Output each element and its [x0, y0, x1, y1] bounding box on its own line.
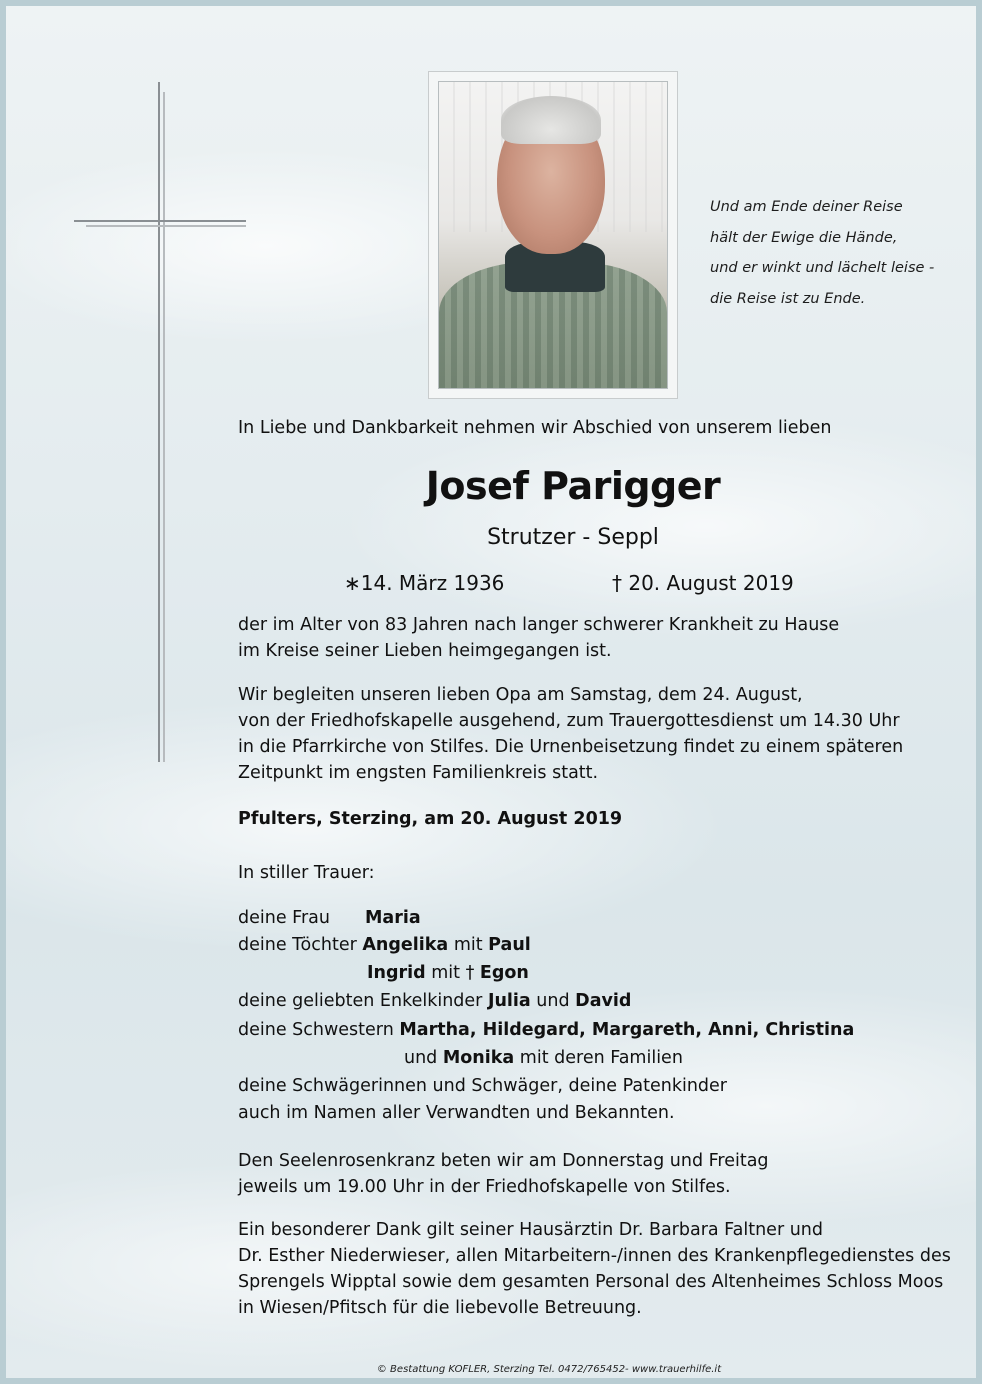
- text-line: Zeitpunkt im engsten Familienkreis statt.: [238, 763, 599, 783]
- mourning-heading: In stiller Trauer:: [238, 863, 375, 883]
- text-line: Ein besonderer Dank gilt seiner Hausärztin Dr. Barbara Faltner und: [238, 1220, 823, 1240]
- family-line-sisters: [238, 1016, 854, 1044]
- sister-name: Monika: [442, 1048, 515, 1068]
- connector-text: und: [536, 991, 570, 1011]
- poem-line: Und am Ende deiner Reise: [710, 199, 903, 215]
- poem: [710, 192, 960, 314]
- deceased-name: Josef Parigger: [425, 464, 721, 508]
- paragraph-passing: [238, 612, 839, 664]
- family-line-inlaws: deine Schwägerinnen und Schwäger, deine Patenkinder: [238, 1076, 727, 1096]
- family-line-daughters: [238, 931, 531, 959]
- text-line: der im Alter von 83 Jahren nach langer schwerer Krankheit zu Hause: [238, 615, 840, 635]
- connector-text: mit: [453, 935, 483, 955]
- partner-name: Egon: [479, 963, 529, 983]
- family-label: deine Schwestern: [238, 1020, 394, 1040]
- connector-text: und: [404, 1048, 438, 1068]
- text-line: Wir begleiten unseren lieben Opa am Samstag, dem 24. August,: [238, 685, 803, 705]
- text-line: in die Pfarrkirche von Stilfes. Die Urnenbeisetzung findet zu einem späteren: [238, 737, 904, 757]
- paragraph-rosary: [238, 1148, 769, 1200]
- daughter-name: Angelika: [362, 935, 449, 955]
- paragraph-thanks: [238, 1217, 951, 1321]
- partner-name: Paul: [488, 935, 531, 955]
- family-line-daughter2: [367, 959, 529, 987]
- family-label: deine geliebten Enkelkinder: [238, 991, 483, 1011]
- death-date: † 20. August 2019: [612, 571, 794, 595]
- portrait-frame: [428, 71, 678, 399]
- text-line: im Kreise seiner Lieben heimgegangen ist.: [238, 641, 612, 661]
- poem-line: die Reise ist zu Ende.: [710, 290, 866, 307]
- family-line-relatives: auch im Namen aller Verwandten und Bekannten.: [238, 1103, 675, 1123]
- portrait-photo: [438, 81, 668, 389]
- family-line-wife: [238, 904, 330, 932]
- family-line-sister-last: [404, 1044, 683, 1072]
- poem-line: und er winkt und lächelt leise -: [710, 260, 935, 276]
- text-line: in Wiesen/Pfitsch für die liebevolle Betreuung.: [238, 1298, 642, 1318]
- text-line: Dr. Esther Niederwieser, allen Mitarbeitern-/innen des Krankenpflegedienstes des: [238, 1246, 951, 1266]
- birth-date: ∗14. März 1936: [344, 571, 505, 595]
- grandchild-name: David: [575, 991, 632, 1011]
- cross-icon: [74, 82, 246, 762]
- wife-name: Maria: [365, 908, 421, 928]
- daughter-name: Ingrid: [367, 963, 426, 983]
- text-line: Sprengels Wipptal sowie dem gesamten Personal des Altenheimes Schloss Moos: [238, 1272, 944, 1292]
- text-line: jeweils um 19.00 Uhr in der Friedhofskapelle von Stilfes.: [238, 1177, 731, 1197]
- text-line: von der Friedhofskapelle ausgehend, zum Trauergottesdienst um 14.30 Uhr: [238, 711, 900, 731]
- text-line: Den Seelenrosenkranz beten wir am Donnerstag und Freitag: [238, 1151, 769, 1171]
- poem-line: hält der Ewige die Hände,: [710, 229, 898, 246]
- sister-names: Martha, Hildegard, Margareth, Anni, Christina: [399, 1020, 855, 1040]
- nickname: Strutzer - Seppl: [487, 525, 659, 550]
- intro-text: In Liebe und Dankbarkeit nehmen wir Abschied von unserem lieben: [238, 418, 832, 438]
- place-date: Pfulters, Sterzing, am 20. August 2019: [238, 809, 623, 829]
- connector-text: mit †: [431, 963, 475, 983]
- grandchild-name: Julia: [487, 991, 531, 1011]
- connector-text: mit deren Familien: [519, 1048, 683, 1068]
- family-line-grandchildren: [238, 987, 631, 1015]
- family-label: deine Töchter: [238, 935, 357, 955]
- family-label: deine Frau: [238, 908, 330, 928]
- footer-credit: © Bestattung KOFLER, Sterzing Tel. 0472/765452- www.trauerhilfe.it: [376, 1364, 722, 1375]
- paragraph-funeral: [238, 682, 903, 786]
